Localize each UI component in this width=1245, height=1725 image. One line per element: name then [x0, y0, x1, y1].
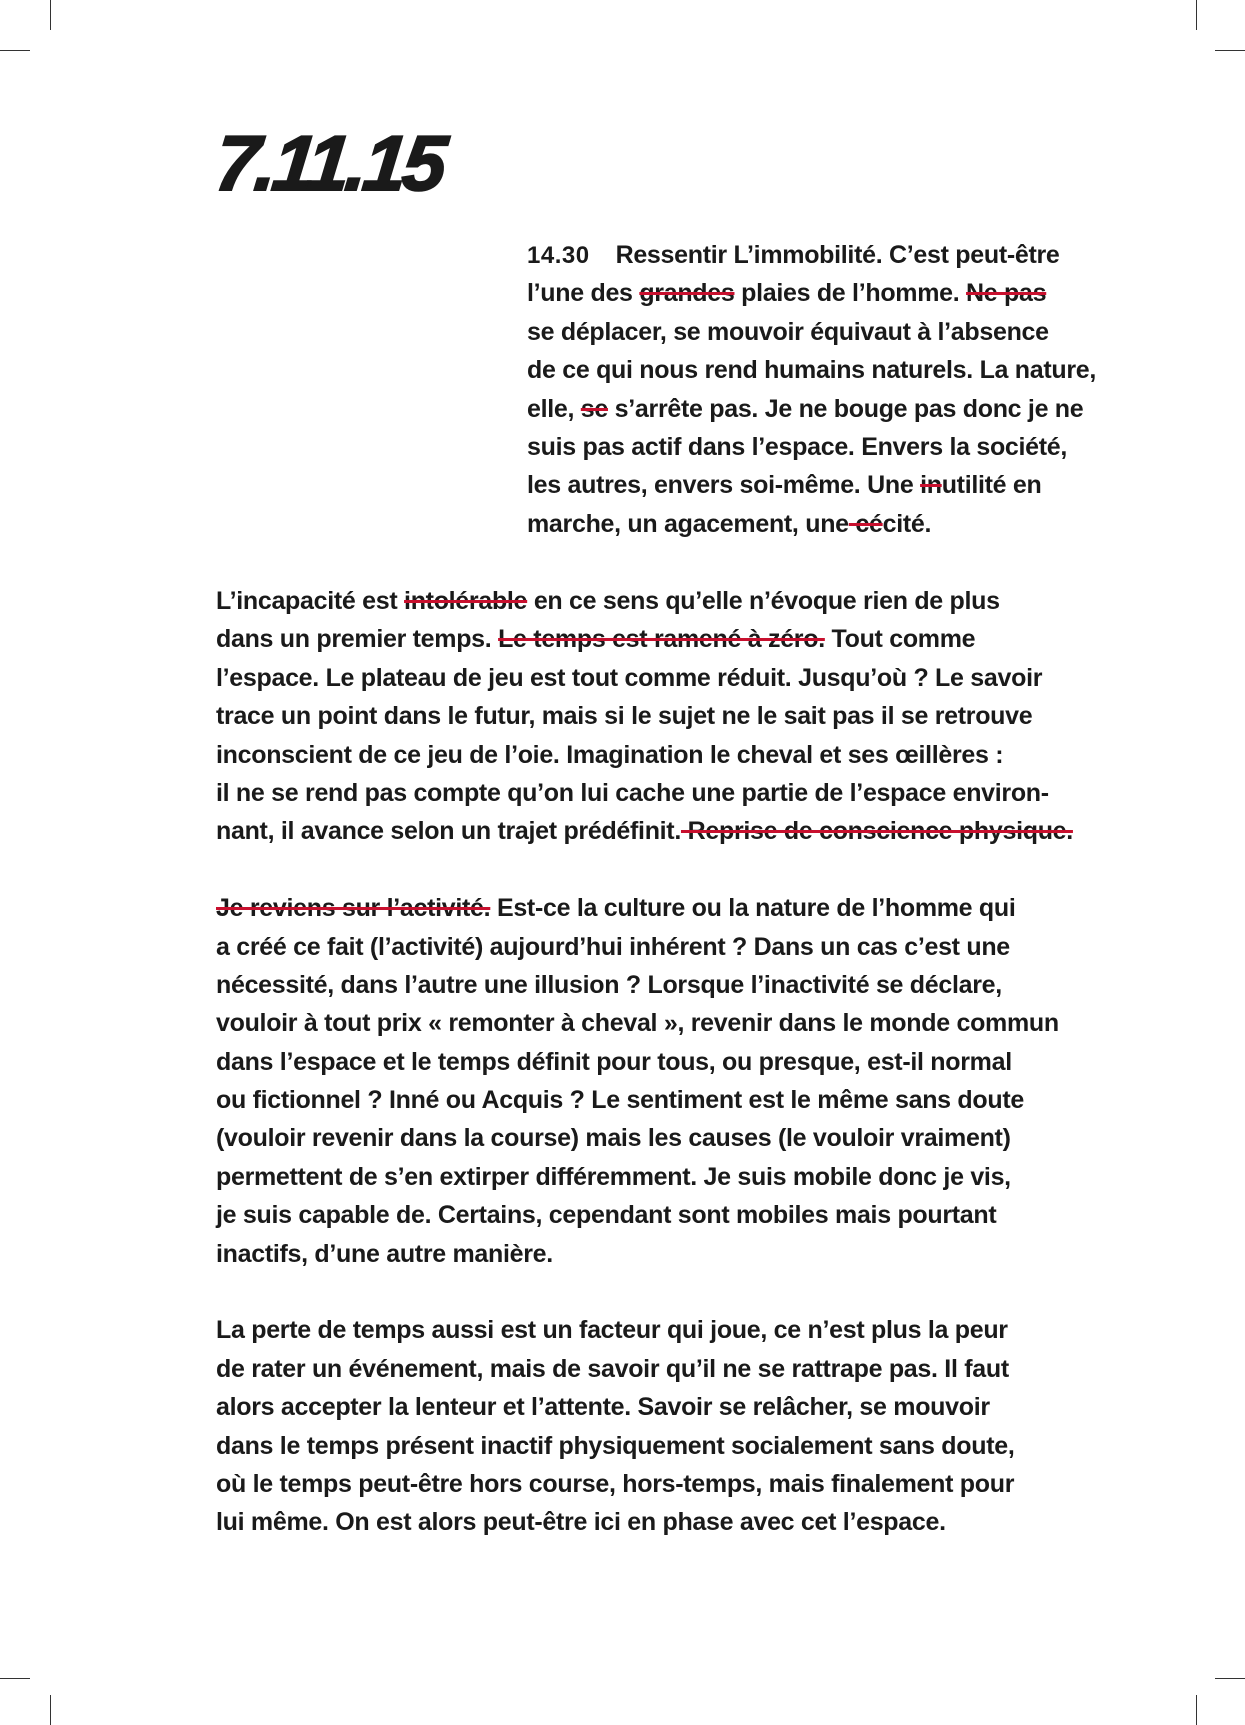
text-line: [216, 1388, 1073, 1426]
text-segment: utilité en: [941, 471, 1042, 500]
text-line: [216, 812, 1073, 850]
text-segment: l’une des: [527, 279, 640, 308]
struck-text: Je reviens sur l’activité.: [216, 894, 491, 923]
text-segment: Est-ce la culture ou la nature de l’homme qui: [490, 894, 1016, 923]
text-segment: elle,: [527, 394, 581, 423]
text-line: [216, 659, 1073, 697]
text-segment: inconscient de ce jeu de l’oie. Imagination le cheval et ses œillères :: [216, 740, 1004, 769]
text-segment: de rater un événement, mais de savoir qu’il ne se rattrape pas. Il faut: [216, 1354, 1009, 1383]
text-line: [216, 736, 1073, 774]
text-segment: dans l’espace et le temps définit pour tous, ou presque, est-il normal: [216, 1047, 1012, 1076]
text-line: [527, 466, 1096, 504]
crop-mark: [1215, 1678, 1245, 1679]
text-line: [216, 697, 1073, 735]
text-line: [216, 1311, 1073, 1349]
crop-mark: [1215, 50, 1245, 51]
text-segment: il ne se rend pas compte qu’on lui cache une partie de l’espace environ-: [216, 778, 1049, 807]
text-line: [527, 390, 1096, 428]
text-line: [216, 582, 1073, 620]
text-segment: nécessité, dans l’autre une illusion ? Lorsque l’inactivité se déclare,: [216, 970, 1002, 999]
text-line: [216, 1503, 1073, 1541]
text-segment: La perte de temps aussi est un facteur qui joue, ce n’est plus la peur: [216, 1316, 1008, 1345]
text-line: [216, 774, 1073, 812]
struck-text: Reprise de conscience physique.: [680, 817, 1073, 846]
text-line: [527, 351, 1096, 389]
text-line: [527, 274, 1096, 312]
text-line: [527, 313, 1096, 351]
struck-text: cé: [848, 509, 883, 538]
text-line: [216, 1004, 1073, 1042]
body-text: [216, 582, 1073, 1542]
text-line: [216, 1196, 1073, 1234]
text-line: [216, 620, 1073, 658]
struck-text: in: [920, 471, 942, 500]
entry-time: 14.30: [527, 242, 590, 269]
text-segment: dans le temps présent inactif physiquement socialement sans doute,: [216, 1431, 1015, 1460]
journal-entry: [527, 236, 1096, 543]
text-line: [216, 1350, 1073, 1388]
text-line: [527, 428, 1096, 466]
text-segment: ou fictionnel ? Inné ou Acquis ? Le sentiment est le même sans doute: [216, 1086, 1024, 1115]
text-line: [216, 1427, 1073, 1465]
text-segment: a créé ce fait (l’activité) aujourd’hui inhérent ? Dans un cas c’est une: [216, 932, 1010, 961]
text-line: [216, 1465, 1073, 1503]
text-line: [216, 1119, 1073, 1157]
text-segment: L’incapacité est: [216, 587, 405, 615]
text-segment: l’espace. Le plateau de jeu est tout comme réduit. Jusqu’où ? Le savoir: [216, 663, 1043, 692]
text-segment: alors accepter la lenteur et l’attente. Savoir se relâcher, se mouvoir: [216, 1393, 990, 1422]
text-line: [216, 1043, 1073, 1081]
paragraph-gap: [216, 1273, 1073, 1311]
text-segment: dans un premier temps.: [216, 625, 499, 654]
text-segment: (vouloir revenir dans la course) mais les causes (le vouloir vraiment): [216, 1124, 1011, 1153]
text-segment: s’arrête pas. Je ne bouge pas donc je ne: [608, 394, 1084, 423]
crop-mark: [50, 1695, 51, 1725]
text-segment: vouloir à tout prix « remonter à cheval », revenir dans le monde commun: [216, 1009, 1059, 1038]
text-line: [527, 236, 1096, 274]
text-segment: permettent de s’en extirper différemment. Je suis mobile donc je vis,: [216, 1162, 1011, 1191]
text-segment: inactifs, d’une autre manière.: [216, 1239, 553, 1268]
text-segment: marche, un agacement, une: [527, 509, 849, 538]
crop-mark: [1196, 0, 1197, 30]
paragraph: [216, 1311, 1073, 1541]
text-segment: les autres, envers soi-même. Une: [527, 471, 921, 500]
paragraph: [216, 582, 1073, 851]
text-line: [216, 966, 1073, 1004]
struck-text: Le temps est ramené à zéro.: [498, 625, 825, 654]
text-segment: en ce sens qu’elle n’évoque rien de plus: [527, 587, 1000, 615]
text-segment: suis pas actif dans l’espace. Envers la société,: [527, 432, 1068, 461]
struck-text: grandes: [639, 279, 735, 308]
text-segment: trace un point dans le futur, mais si le sujet ne le sait pas il se retrouve: [216, 702, 1033, 731]
struck-text: Ne pas: [966, 279, 1047, 308]
page-title: 7.11.15: [211, 119, 448, 207]
text-segment: se déplacer, se mouvoir équivaut à l’absence: [527, 317, 1049, 346]
crop-mark: [0, 1678, 30, 1679]
struck-text: intolérable: [404, 587, 528, 615]
crop-mark: [0, 50, 30, 51]
paragraph-gap: [216, 851, 1073, 889]
text-segment: Tout comme: [824, 625, 976, 654]
text-segment: plaies de l’homme.: [734, 279, 967, 308]
text-line: [527, 505, 1096, 543]
text-line: [216, 1081, 1073, 1119]
text-segment: où le temps peut-être hors course, hors-temps, mais finalement pour: [216, 1469, 1015, 1498]
text-segment: lui même. On est alors peut-être ici en phase avec cet l’espace.: [216, 1508, 946, 1537]
paragraph: [216, 889, 1073, 1273]
text-segment: Ressentir L’immobilité. C’est peut-être: [615, 241, 1060, 269]
text-segment: je suis capable de. Certains, cependant sont mobiles mais pourtant: [216, 1201, 997, 1230]
crop-mark: [1196, 1695, 1197, 1725]
text-segment: nant, il avance selon un trajet prédéfinit.: [216, 817, 681, 846]
text-line: [216, 1158, 1073, 1196]
text-line: [216, 1235, 1073, 1273]
struck-text: se: [580, 394, 609, 423]
text-line: [216, 928, 1073, 966]
crop-mark: [50, 0, 51, 30]
text-segment: de ce qui nous rend humains naturels. La nature,: [527, 356, 1097, 385]
text-line: [216, 889, 1073, 927]
text-segment: cité.: [882, 509, 932, 538]
